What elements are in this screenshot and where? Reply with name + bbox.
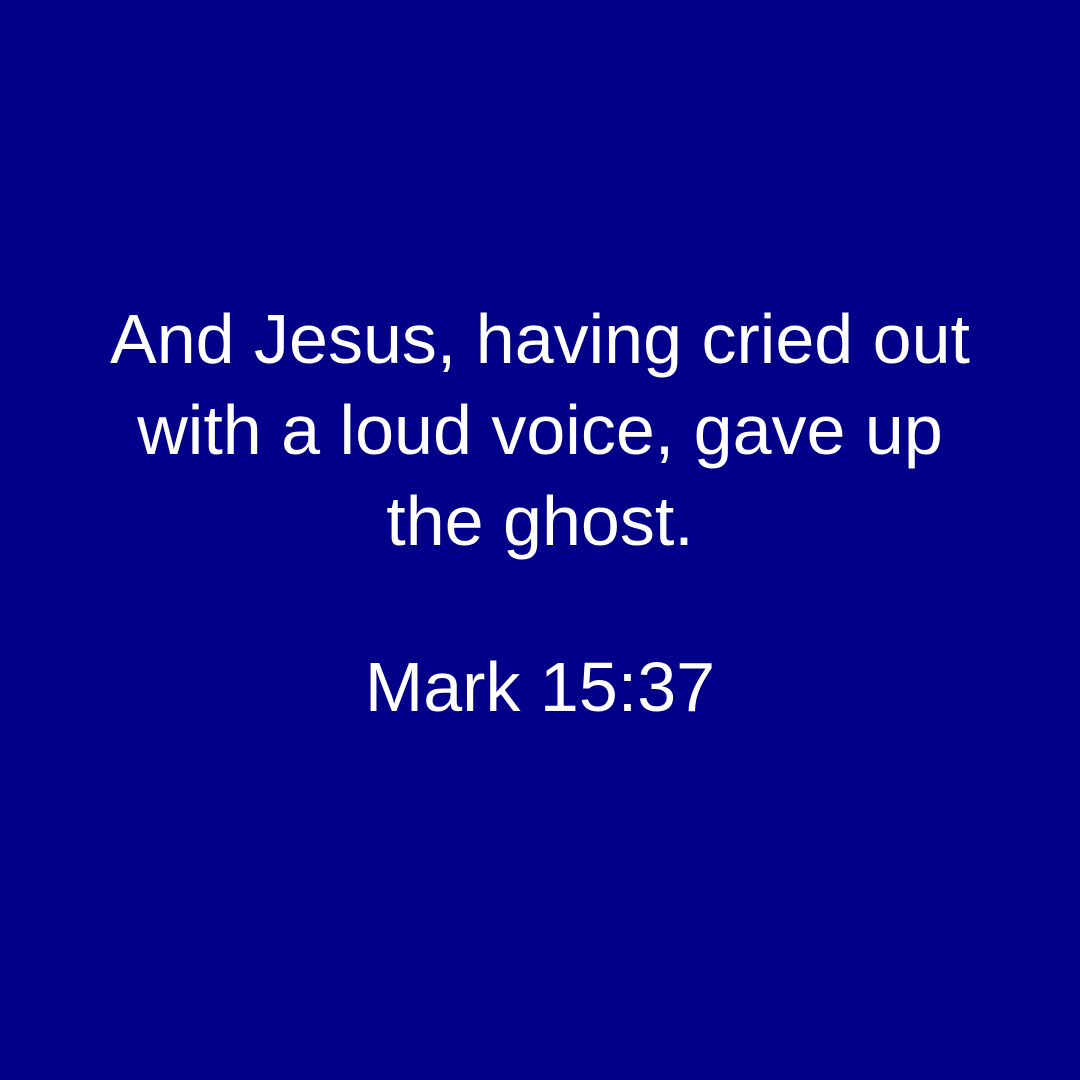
verse-line-3: the ghost.	[386, 482, 694, 560]
verse-text	[0, 294, 1080, 567]
verse-reference: Mark 15:37	[364, 648, 716, 726]
verse-line-1: And Jesus, having cried out	[110, 300, 970, 378]
verse-line-2: with a loud voice, gave up	[137, 391, 943, 469]
